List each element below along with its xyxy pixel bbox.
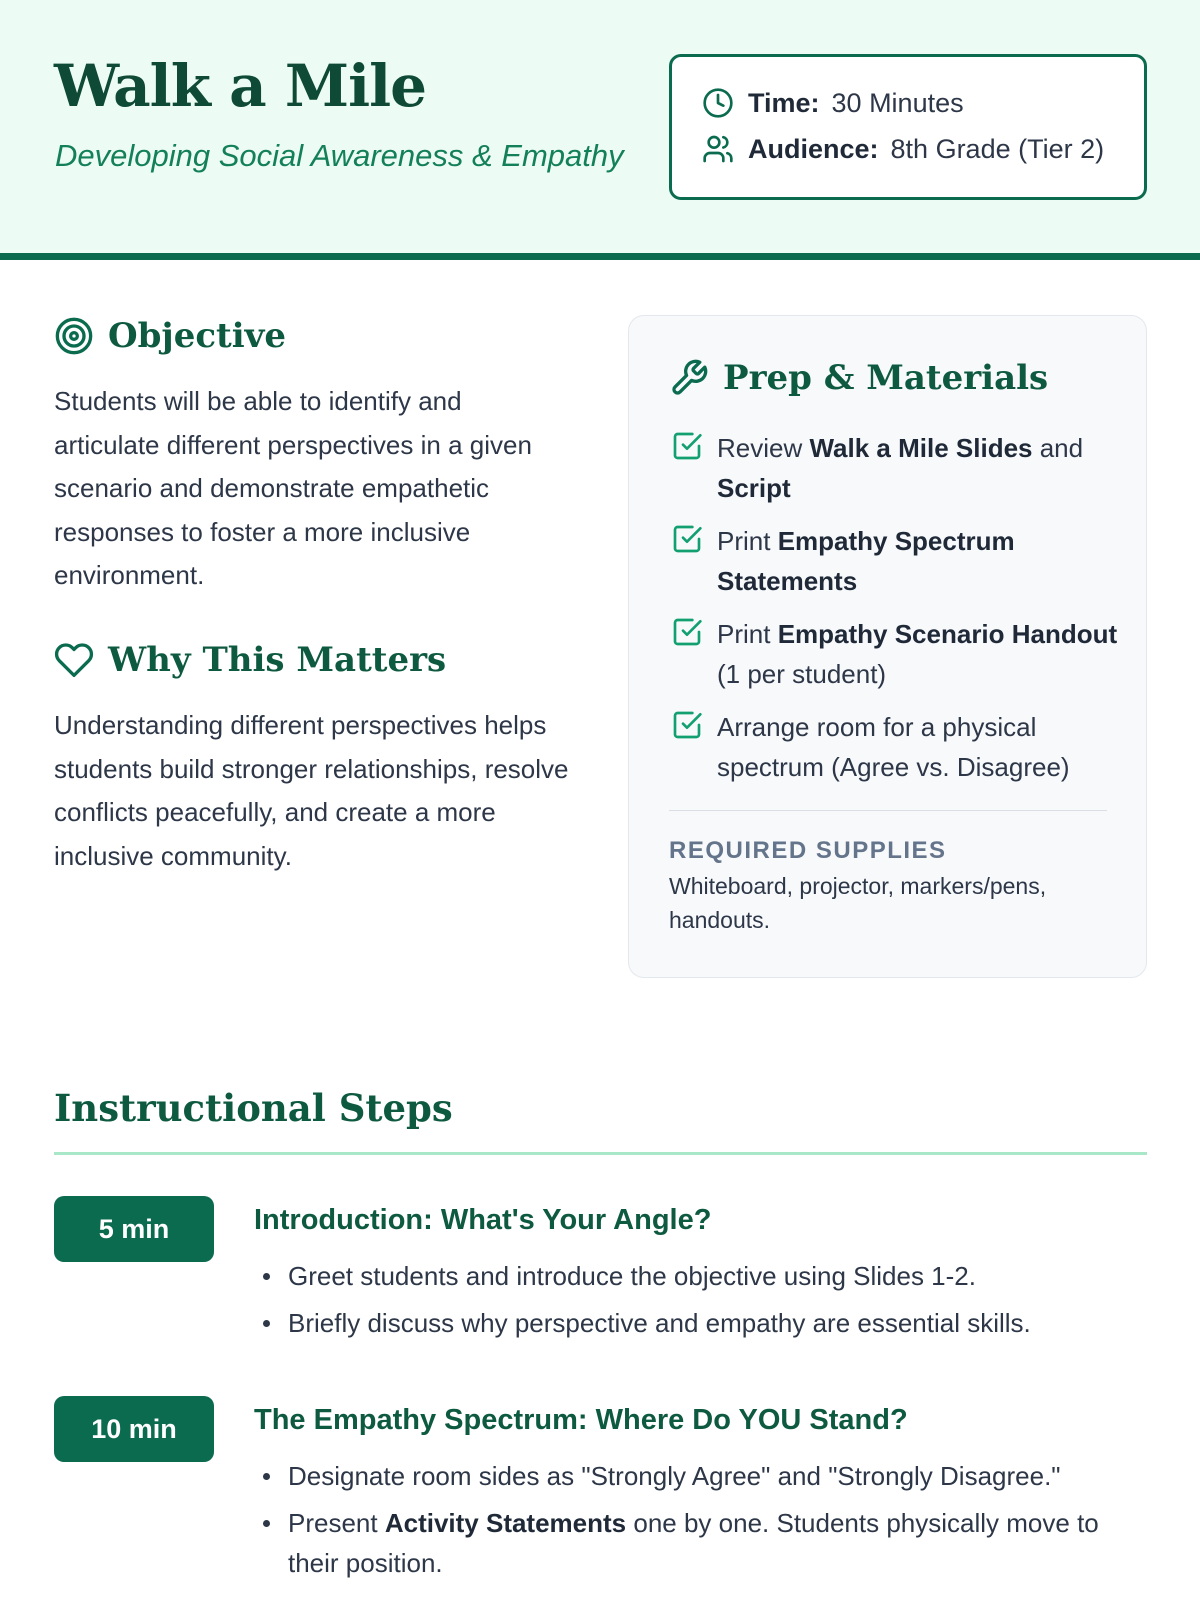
prep-item: [671, 614, 1121, 694]
objective-heading: [54, 316, 286, 356]
checkbox-checked-icon: [671, 523, 703, 555]
step-bullet: Designate room sides as "Strongly Agree" and "Strongly Disagree.": [254, 1456, 1154, 1496]
duration-badge: 5 min: [54, 1196, 214, 1262]
step-bullet: Greet students and introduce the objective using Slides 1-2.: [254, 1256, 1154, 1296]
supplies-label: REQUIRED SUPPLIES: [669, 837, 947, 864]
step-bullets: [254, 1256, 1154, 1350]
meta-time: [702, 87, 964, 119]
prep-heading-text: Prep & Materials: [723, 358, 1049, 398]
step-title: Introduction: What's Your Angle?: [254, 1204, 712, 1236]
prep-item: [671, 521, 1121, 601]
heart-icon: [54, 640, 94, 680]
meta-audience-label: Audience:: [748, 133, 879, 164]
prep-item: [671, 707, 1121, 787]
objective-text: Students will be able to identify and articulate different perspectives in a given scenario and demonstrate empathetic responses to foster a more inclusive environment.: [54, 386, 532, 590]
page-subtitle: Developing Social Awareness & Empathy: [55, 138, 624, 173]
wrench-icon: [669, 358, 709, 398]
lesson-meta-box: [669, 54, 1147, 200]
step-title: The Empathy Spectrum: Where Do YOU Stand?: [254, 1404, 908, 1436]
clock-icon: [702, 87, 734, 119]
prep-item: [671, 428, 1121, 508]
prep-card: [628, 315, 1147, 978]
step-bullet: Briefly discuss why perspective and empathy are essential skills.: [254, 1303, 1154, 1343]
meta-audience-value: 8th Grade (Tier 2): [890, 133, 1105, 164]
checkbox-checked-icon: [671, 430, 703, 462]
steps-divider: [54, 1152, 1147, 1155]
duration-badge: 10 min: [54, 1396, 214, 1462]
checkbox-checked-icon: [671, 616, 703, 648]
header: [0, 0, 1200, 260]
checkbox-checked-icon: [671, 709, 703, 741]
supplies-text: Whiteboard, projector, markers/pens, handouts.: [669, 873, 1047, 933]
objective-heading-text: Objective: [108, 316, 287, 356]
step-bullet: Present Activity Statements one by one. Students physically move to their position.: [254, 1503, 1154, 1583]
prep-heading: [669, 358, 1048, 398]
meta-audience: [702, 133, 1104, 165]
step-bullets: [254, 1456, 1154, 1590]
prep-item-text: Print Empathy Spectrum Statements: [717, 526, 1015, 596]
users-icon: [702, 133, 734, 165]
page-title: Walk a Mile: [54, 52, 427, 120]
target-icon: [54, 316, 94, 356]
prep-item-text: Print Empathy Scenario Handout (1 per student): [717, 619, 1118, 689]
steps-heading: Instructional Steps: [54, 1086, 453, 1130]
prep-item-text: Arrange room for a physical spectrum (Agree vs. Disagree): [717, 712, 1070, 782]
prep-divider: [669, 810, 1107, 811]
meta-time-value: 30 Minutes: [831, 87, 964, 118]
why-heading: [54, 640, 446, 680]
prep-checklist: [671, 428, 1121, 800]
why-text: Understanding different perspectives helps students build stronger relationships, resolve conflicts peacefully, and create a more inclusive community.: [54, 710, 569, 871]
meta-time-label: Time:: [748, 87, 820, 118]
prep-item-text: Review Walk a Mile Slides and Script: [717, 433, 1084, 503]
why-heading-text: Why This Matters: [108, 640, 447, 680]
